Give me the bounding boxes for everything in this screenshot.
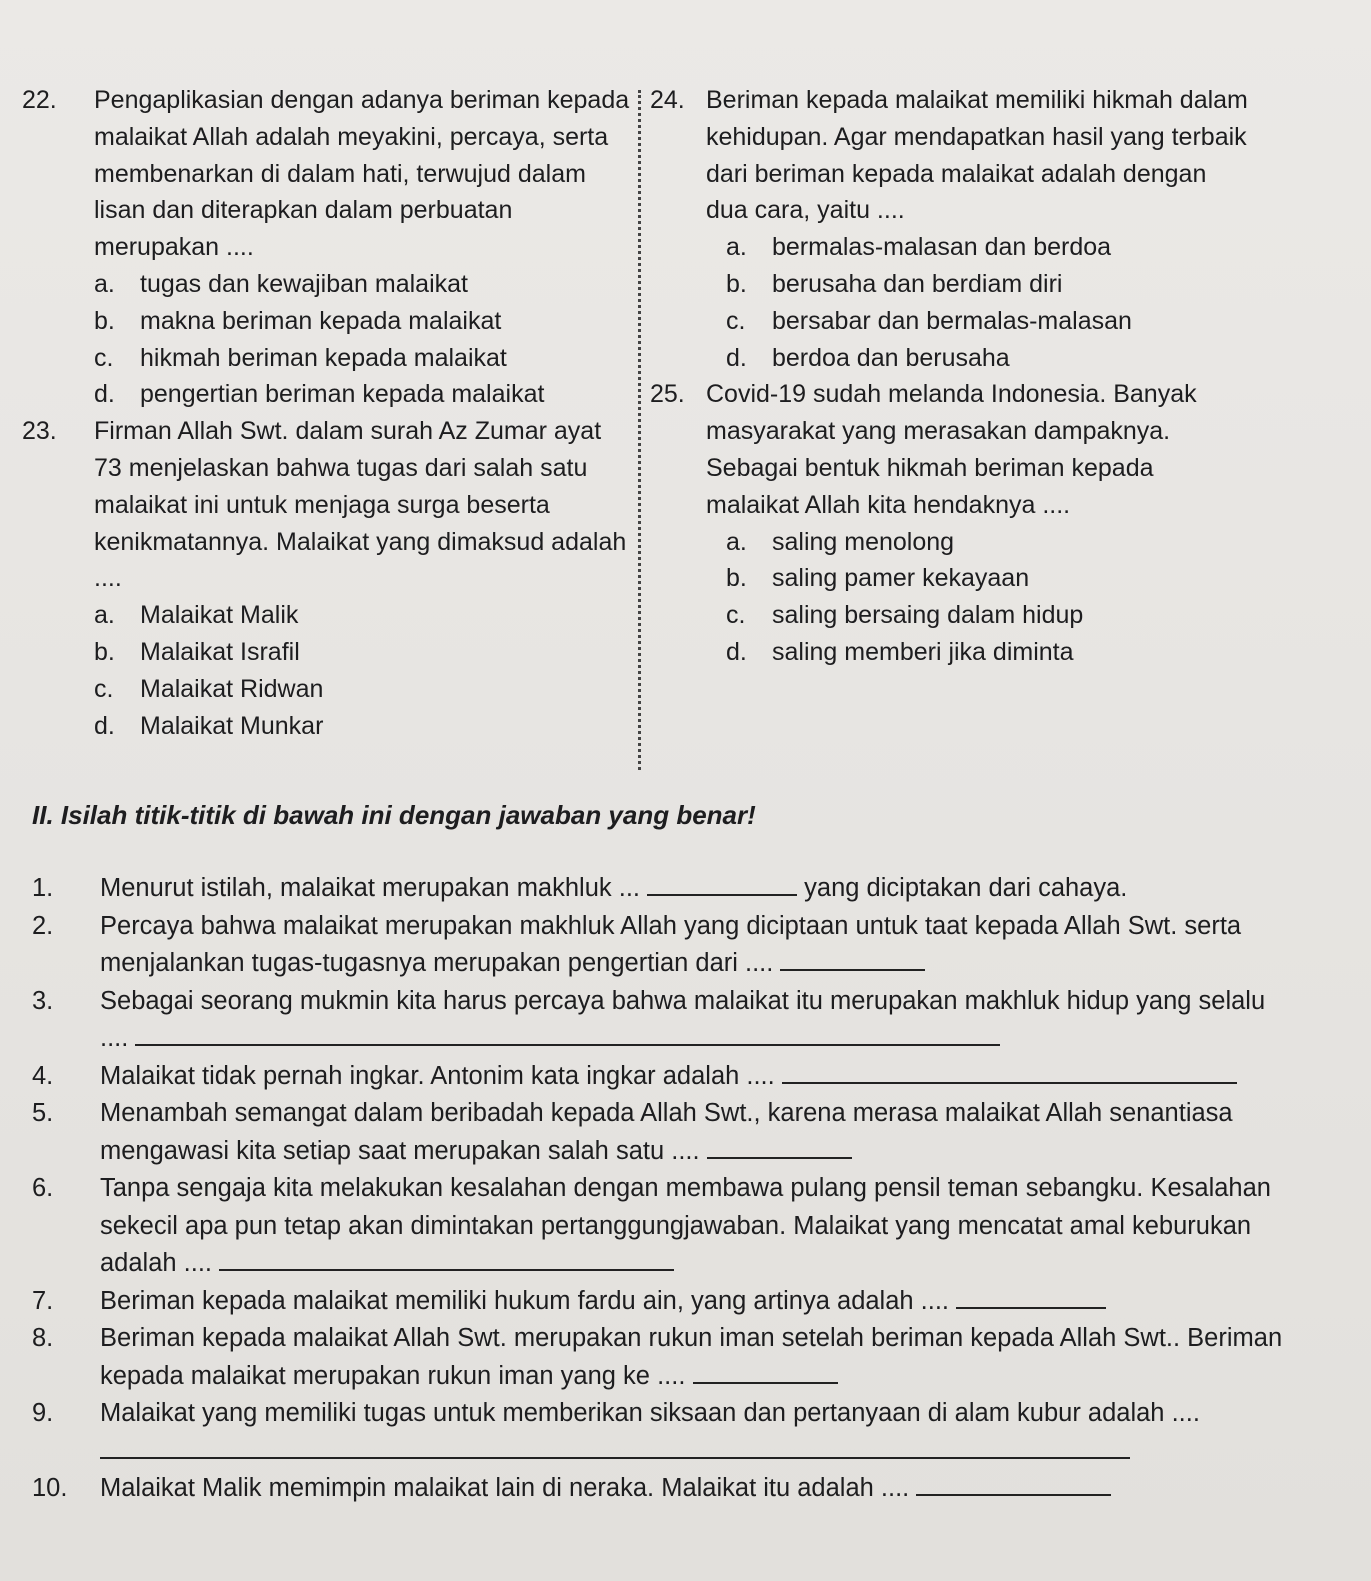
option-c[interactable] — [726, 303, 1250, 340]
item-number: 7. — [32, 1286, 54, 1315]
answer-blank[interactable] — [693, 1358, 838, 1384]
option-b[interactable] — [94, 634, 632, 671]
question-stem: Covid-19 sudah melanda Indonesia. Banyak masyarakat yang merasakan dampaknya. Sebagai bentuk hikmah beriman kepada malaikat Allah kita hendaknya .... — [706, 380, 1197, 519]
item-text: Malaikat tidak pernah ingkar. Antonim kata ingkar adalah .... — [100, 1061, 775, 1090]
option-text: Malaikat Malik — [140, 601, 299, 630]
fill-item-9 — [32, 1395, 1292, 1470]
option-text: saling pamer kekayaan — [772, 564, 1030, 593]
option-text: saling memberi jika diminta — [772, 637, 1074, 666]
option-letter: b. — [94, 306, 115, 335]
fill-item-8 — [32, 1320, 1292, 1395]
question-22 — [22, 82, 632, 413]
option-text: bermalas-malasan dan berdoa — [772, 233, 1112, 262]
fill-item-6 — [32, 1170, 1292, 1283]
fill-item-7 — [32, 1283, 1292, 1321]
option-letter: a. — [726, 527, 747, 556]
item-text: Menurut istilah, malaikat merupakan makhluk ... — [100, 874, 640, 902]
option-letter: b. — [726, 269, 747, 298]
item-number: 9. — [32, 1399, 54, 1427]
option-letter: d. — [726, 637, 747, 666]
fill-item-4 — [32, 1058, 1292, 1096]
option-d[interactable] — [726, 634, 1250, 671]
option-b[interactable] — [726, 266, 1250, 303]
item-number: 1. — [32, 874, 54, 902]
option-text: Malaikat Munkar — [140, 711, 324, 740]
question-stem: Beriman kepada malaikat memiliki hikmah dalam kehidupan. Agar mendapatkan hasil yang terbaik dari beriman kepada malaikat adalah dengan dua cara, yaitu .... — [706, 86, 1248, 225]
option-letter: c. — [94, 343, 114, 372]
option-letter: c. — [726, 306, 746, 335]
left-column — [22, 82, 632, 744]
fill-item-10 — [32, 1470, 1292, 1508]
right-column — [650, 82, 1250, 671]
option-letter: d. — [726, 343, 747, 372]
option-text: pengertian beriman kepada malaikat — [140, 380, 545, 409]
option-d[interactable] — [94, 376, 632, 413]
option-c[interactable] — [726, 597, 1250, 634]
option-letter: b. — [726, 564, 747, 593]
option-letter: d. — [94, 711, 115, 740]
item-text-after: yang diciptakan dari cahaya. — [804, 874, 1128, 902]
option-text: berusaha dan berdiam diri — [772, 269, 1063, 298]
option-letter: a. — [726, 233, 747, 262]
option-b[interactable] — [94, 303, 632, 340]
option-b[interactable] — [726, 560, 1250, 597]
item-number: 6. — [32, 1174, 54, 1202]
question-number: 25. — [650, 380, 685, 409]
option-text: hikmah beriman kepada malaikat — [140, 343, 507, 372]
item-text: Menambah semangat dalam beribadah kepada Allah Swt., karena merasa malaikat Allah senantiasa mengawasi kita setiap saat merupakan salah satu .... — [100, 1099, 1233, 1165]
option-letter: c. — [94, 674, 114, 703]
item-text: Malaikat yang memiliki tugas untuk memberikan siksaan dan pertanyaan di alam kubur adalah .... — [100, 1399, 1200, 1427]
answer-blank[interactable] — [647, 870, 797, 896]
option-text: tugas dan kewajiban malaikat — [140, 269, 468, 298]
answer-blank[interactable] — [707, 1133, 852, 1159]
question-25 — [650, 376, 1250, 670]
option-c[interactable] — [94, 340, 632, 377]
item-text: Sebagai seorang mukmin kita harus percaya bahwa malaikat itu merupakan makhluk hidup yang selalu .... — [100, 986, 1266, 1052]
fill-in-list — [32, 870, 1292, 1508]
options — [650, 229, 1250, 376]
question-stem: Pengaplikasian dengan adanya beriman kepada malaikat Allah adalah meyakini, percaya, serta membenarkan di dalam hati, terwujud dalam lisan dan diterapkan dalam perbuatan merupakan .... — [94, 86, 630, 262]
option-text: makna beriman kepada malaikat — [140, 306, 502, 335]
options — [650, 524, 1250, 671]
item-text: Beriman kepada malaikat memiliki hukum fardu ain, yang artinya adalah .... — [100, 1286, 950, 1315]
option-letter: a. — [94, 601, 115, 630]
question-23 — [22, 413, 632, 744]
question-number: 22. — [22, 86, 57, 114]
item-text: Percaya bahwa malaikat merupakan makhluk Allah yang diciptaan untuk taat kepada Allah Swt. serta menjalankan tugas-tugasnya merupakan pengertian dari .... — [100, 911, 1242, 977]
answer-blank[interactable] — [956, 1283, 1106, 1309]
answer-blank[interactable] — [135, 1020, 1000, 1046]
item-number: 2. — [32, 911, 54, 940]
item-number: 10. — [32, 1474, 68, 1502]
options — [22, 597, 632, 744]
answer-blank[interactable] — [219, 1245, 674, 1271]
option-letter: b. — [94, 637, 115, 666]
answer-blank[interactable] — [916, 1470, 1111, 1496]
answer-blank[interactable] — [100, 1433, 1130, 1459]
item-number: 5. — [32, 1099, 54, 1127]
option-text: Malaikat Israfil — [140, 637, 300, 666]
question-number: 23. — [22, 417, 57, 446]
option-text: saling bersaing dalam hidup — [772, 601, 1084, 630]
option-d[interactable] — [94, 708, 632, 745]
fill-item-5 — [32, 1095, 1292, 1170]
question-number: 24. — [650, 86, 685, 114]
option-a[interactable] — [94, 597, 632, 634]
fill-item-1 — [32, 870, 1292, 908]
question-stem: Firman Allah Swt. dalam surah Az Zumar ayat 73 menjelaskan bahwa tugas dari salah satu malaikat ini untuk menjaga surga beserta kenikmatannya. Malaikat yang dimaksud adalah .... — [94, 417, 627, 593]
fill-item-2 — [32, 908, 1292, 983]
option-letter: c. — [726, 601, 746, 630]
item-text: Malaikat Malik memimpin malaikat lain di neraka. Malaikat itu adalah .... — [100, 1474, 910, 1502]
item-number: 3. — [32, 986, 54, 1015]
answer-blank[interactable] — [782, 1058, 1237, 1084]
question-24 — [650, 82, 1250, 376]
item-number: 4. — [32, 1061, 54, 1090]
fill-item-3 — [32, 983, 1292, 1058]
item-text: Tanpa sengaja kita melakukan kesalahan dengan membawa pulang pensil teman sebangku. Kesalahan sekecil apa pun tetap akan dimintakan pertanggungjawaban. Malaikat yang mencatat amal keburukan adalah .... — [100, 1174, 1271, 1277]
option-letter: d. — [94, 380, 115, 409]
column-divider — [638, 90, 641, 770]
answer-blank[interactable] — [780, 945, 925, 971]
option-a[interactable] — [726, 524, 1250, 561]
options — [22, 266, 632, 413]
section-title: II. Isilah titik-titik di bawah ini dengan jawaban yang benar! — [32, 800, 756, 830]
option-text: bersabar dan bermalas-malasan — [772, 306, 1132, 335]
item-number: 8. — [32, 1324, 54, 1352]
option-a[interactable] — [726, 229, 1250, 266]
option-text: berdoa dan berusaha — [772, 343, 1010, 372]
item-text: Beriman kepada malaikat Allah Swt. merupakan rukun iman setelah beriman kepada Allah Swt.. Beriman kepada malaikat merupakan rukun iman yang ke .... — [100, 1324, 1283, 1390]
option-text: saling menolong — [772, 527, 955, 556]
option-text: Malaikat Ridwan — [140, 674, 324, 703]
option-a[interactable] — [94, 266, 632, 303]
option-letter: a. — [94, 269, 115, 298]
option-d[interactable] — [726, 340, 1250, 377]
option-c[interactable] — [94, 671, 632, 708]
